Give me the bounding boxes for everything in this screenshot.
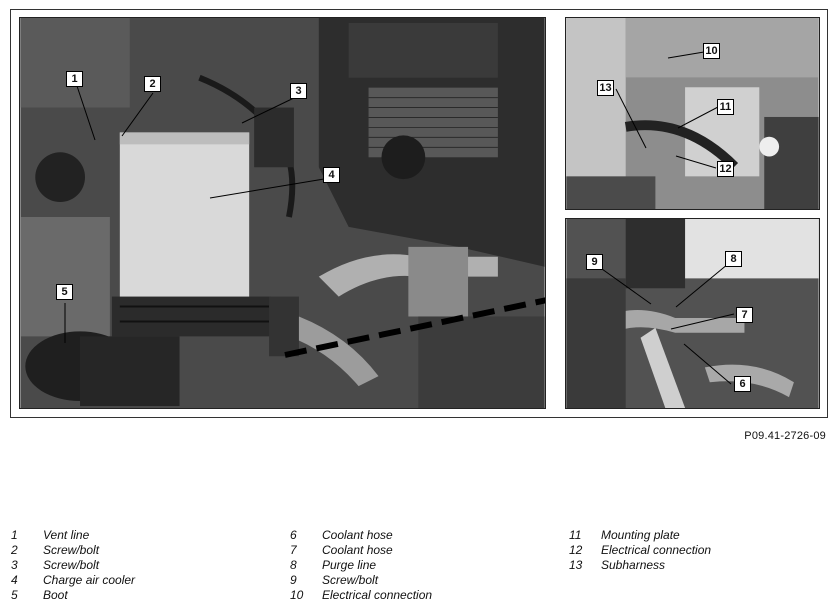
callout-main-4: 4 [323, 167, 340, 183]
detail-photo-bottom [565, 218, 820, 409]
legend-item: 9 Screw/bolt [290, 573, 379, 587]
callout-top-11: 11 [717, 99, 734, 115]
legend-column-2 [290, 528, 432, 603]
legend-item: 8 Purge line [290, 558, 377, 572]
legend-item: 2 Screw/bolt [11, 543, 100, 557]
callout-top-13: 13 [597, 80, 614, 96]
callout-main-2: 2 [144, 76, 161, 92]
legend-item: 4 Charge air cooler [11, 573, 136, 587]
legend-item: 11 Mounting plate [569, 528, 680, 542]
legend-item: 3 Screw/bolt [11, 558, 100, 572]
callout-bottom-7: 7 [736, 307, 753, 323]
callout-main-3: 3 [290, 83, 307, 99]
callout-top-10: 10 [703, 43, 720, 59]
legend-item: 10 Electrical connection [290, 588, 433, 602]
callout-bottom-6: 6 [734, 376, 751, 392]
legend-item: 12 Electrical connection [569, 543, 712, 557]
legend-item: 1 Vent line [11, 528, 90, 542]
legend-item: 7 Coolant hose [290, 543, 393, 557]
callout-main-5: 5 [56, 284, 73, 300]
callout-main-1: 1 [66, 71, 83, 87]
callout-bottom-8: 8 [725, 251, 742, 267]
figure-reference: P09.41-2726-09 [744, 430, 826, 442]
legend-column-3 [569, 528, 711, 573]
legend-column-1 [11, 528, 135, 603]
legend-item: 13 Subharness [569, 558, 666, 572]
legend-item: 5 Boot [11, 588, 68, 602]
callout-bottom-9: 9 [586, 254, 603, 270]
detail-photo-top [565, 17, 820, 210]
legend-item: 6 Coolant hose [290, 528, 393, 542]
engine-photo-main [19, 17, 546, 409]
callout-top-12: 12 [717, 161, 734, 177]
